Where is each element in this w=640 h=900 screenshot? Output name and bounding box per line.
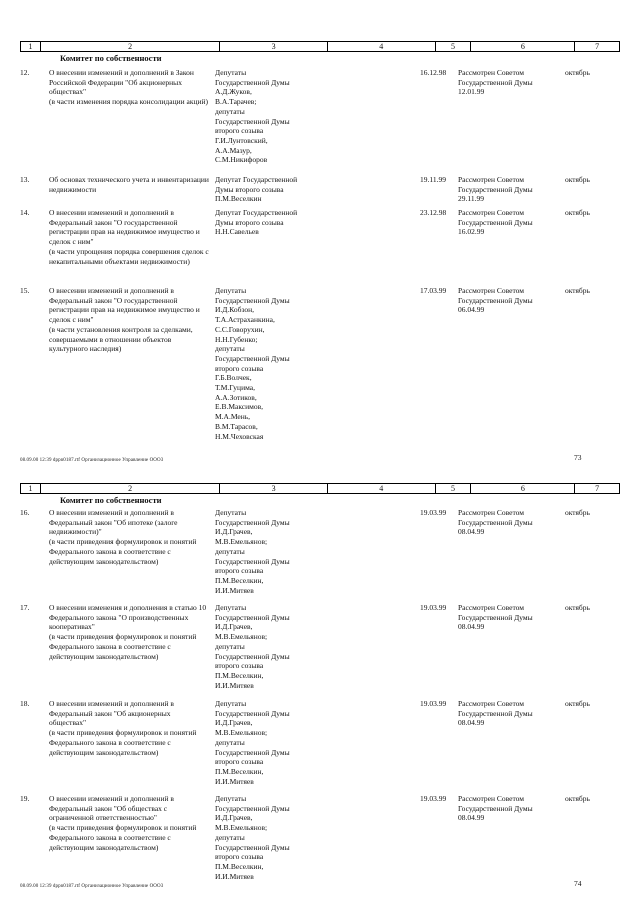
entry-number: 19. xyxy=(20,794,30,803)
column-header: 6 xyxy=(471,484,575,493)
bill-authors: Депутаты Государственной Думы А.Д.Жуков, В.А.Тарачев; депутаты Государственной Думы второго созыва Г.И.Лунтовский, А.А.Мазур, С.М.Никифоров xyxy=(215,68,290,165)
bill-title: Об основах технического учета и инвентаризации недвижимости xyxy=(49,175,209,194)
planned-month: октябрь xyxy=(565,286,590,295)
submission-date: 23.12.98 xyxy=(420,208,447,217)
entry-number: 15. xyxy=(20,286,30,295)
planned-month: октябрь xyxy=(565,508,590,517)
planned-month: октябрь xyxy=(565,603,590,612)
bill-authors: Депутаты Государственной Думы И.Д.Грачев, М.В.Емельянов; депутаты Государственной Думы второго созыва П.М.Веселкин, И.И.Митяев xyxy=(215,603,290,690)
column-header-row xyxy=(20,41,620,52)
page-footer: 08.09.00 12:39 dppn0187.rtf Организационное Управление ООО3 xyxy=(20,458,164,463)
page-footer: 08.09.00 12:39 dppn0187.rtf Организационное Управление ООО3 xyxy=(20,884,164,889)
document-page-74 xyxy=(0,470,640,900)
bill-title: О внесении изменений и дополнений в Федеральный закон "Об акционерных обществах" (в части приведения формулировок и понятий Федерального закона в соответствие с действующим законодательством) xyxy=(49,699,197,757)
bill-title: О внесении изменений и дополнений в Федеральный закон "Об ипотеке (залоге недвижимости)" (в части приведения формулировок и понятий Федерального закона в соответствие с действующим законодательством) xyxy=(49,508,197,566)
planned-month: октябрь xyxy=(565,68,590,77)
submission-date: 19.03.99 xyxy=(420,508,447,517)
bill-authors: Депутаты Государственной Думы И.Д.Грачев, М.В.Емельянов; депутаты Государственной Думы второго созыва П.М.Веселкин, И.И.Митяев xyxy=(215,508,290,595)
column-header-row xyxy=(20,483,620,494)
column-header: 7 xyxy=(595,42,600,51)
page-number: 73 xyxy=(574,453,582,462)
bill-authors: Депутаты Государственной Думы И.Д.Грачев, М.В.Емельянов; депутаты Государственной Думы второго созыва П.М.Веселкин, И.И.Митяев xyxy=(215,699,290,786)
column-header: 1 xyxy=(21,484,41,493)
bill-authors: Депутат Государственной Думы второго созыва Н.Н.Савельев xyxy=(215,208,298,237)
bill-title: О внесении изменений и дополнений в Закон Российской Федерации "Об акционерных обществах" (в части изменения порядка консолидации акций) xyxy=(49,68,208,107)
column-header: 4 xyxy=(328,484,436,493)
column-header: 5 xyxy=(436,484,472,493)
submission-date: 17.03.99 xyxy=(420,286,447,295)
bill-title: О внесении изменений и дополнений в Федеральный закон "О государственной регистрации прав на недвижимое имущество и сделок с ним" (в части упрощения порядка совершения сделок с некапитальными объектами недвижимости) xyxy=(49,208,209,266)
column-header: 3 xyxy=(220,484,328,493)
bill-authors: Депутат Государственной Думы второго созыва П.М.Веселкин xyxy=(215,175,298,204)
bill-authors: Депутаты Государственной Думы И.Д.Грачев, М.В.Емельянов; депутаты Государственной Думы второго созыва П.М.Веселкин, И.И.Митяев xyxy=(215,794,290,881)
review-status: Рассмотрен Советом Государственной Думы 08.04.99 xyxy=(458,603,533,632)
bill-authors: Депутаты Государственной Думы И.Д.Кобзон, Т.А.Астраханкина, С.С.Говорухин, Н.Н.Губенко; депутаты Государственной Думы второго созыва Г.Б.Волчек, Т.М.Гуцима, А.А.Зотиков, Е.В.Максимов, М.А.Мень, В.М.Тарасов, Н.М.Чеховская xyxy=(215,286,290,441)
column-header: 7 xyxy=(595,484,600,493)
page-number: 74 xyxy=(574,879,582,888)
review-status: Рассмотрен Советом Государственной Думы 08.04.99 xyxy=(458,699,533,728)
planned-month: октябрь xyxy=(565,794,590,803)
submission-date: 16.12.98 xyxy=(420,68,447,77)
submission-date: 19.03.99 xyxy=(420,603,447,612)
review-status: Рассмотрен Советом Государственной Думы 12.01.99 xyxy=(458,68,533,97)
submission-date: 19.03.99 xyxy=(420,794,447,803)
review-status: Рассмотрен Советом Государственной Думы 29.11.99 xyxy=(458,175,533,204)
planned-month: октябрь xyxy=(565,699,590,708)
column-header: 4 xyxy=(328,42,436,51)
entry-number: 14. xyxy=(20,208,30,217)
submission-date: 19.11.99 xyxy=(420,175,446,184)
bill-title: О внесении изменений и дополнений в Федеральный закон "Об обществах с ограниченной ответственностью" (в части приведения формулировок и понятий Федерального закона в соответствие с действующим законодательством) xyxy=(49,794,197,852)
review-status: Рассмотрен Советом Государственной Думы 16.02.99 xyxy=(458,208,533,237)
bill-title: О внесении изменений и дополнений в Федеральный закон "О государственной регистрации прав на недвижимое имущество и сделок с ним" (в части установления контроля за сделками, совершаемыми в отношении объектов культурного наследия) xyxy=(49,286,200,354)
entry-number: 16. xyxy=(20,508,30,517)
planned-month: октябрь xyxy=(565,208,590,217)
column-header: 1 xyxy=(21,42,41,51)
review-status: Рассмотрен Советом Государственной Думы 08.04.99 xyxy=(458,794,533,823)
review-status: Рассмотрен Советом Государственной Думы 08.04.99 xyxy=(458,508,533,537)
section-title: Комитет по собственности xyxy=(60,495,162,505)
bill-title: О внесении изменения и дополнения в статью 10 Федерального закона "О производственных кооперативах" (в части приведения формулировок и понятий Федерального закона в соответствие с действующим законодательством) xyxy=(49,603,207,661)
column-header: 2 xyxy=(41,484,220,493)
column-header: 3 xyxy=(220,42,328,51)
planned-month: октябрь xyxy=(565,175,590,184)
entry-number: 12. xyxy=(20,68,30,77)
entry-number: 13. xyxy=(20,175,30,184)
column-header: 6 xyxy=(471,42,575,51)
entry-number: 18. xyxy=(20,699,30,708)
submission-date: 19.03.99 xyxy=(420,699,447,708)
column-header: 5 xyxy=(436,42,472,51)
column-header: 2 xyxy=(41,42,220,51)
section-title: Комитет по собственности xyxy=(60,53,162,63)
review-status: Рассмотрен Советом Государственной Думы 06.04.99 xyxy=(458,286,533,315)
entry-number: 17. xyxy=(20,603,30,612)
